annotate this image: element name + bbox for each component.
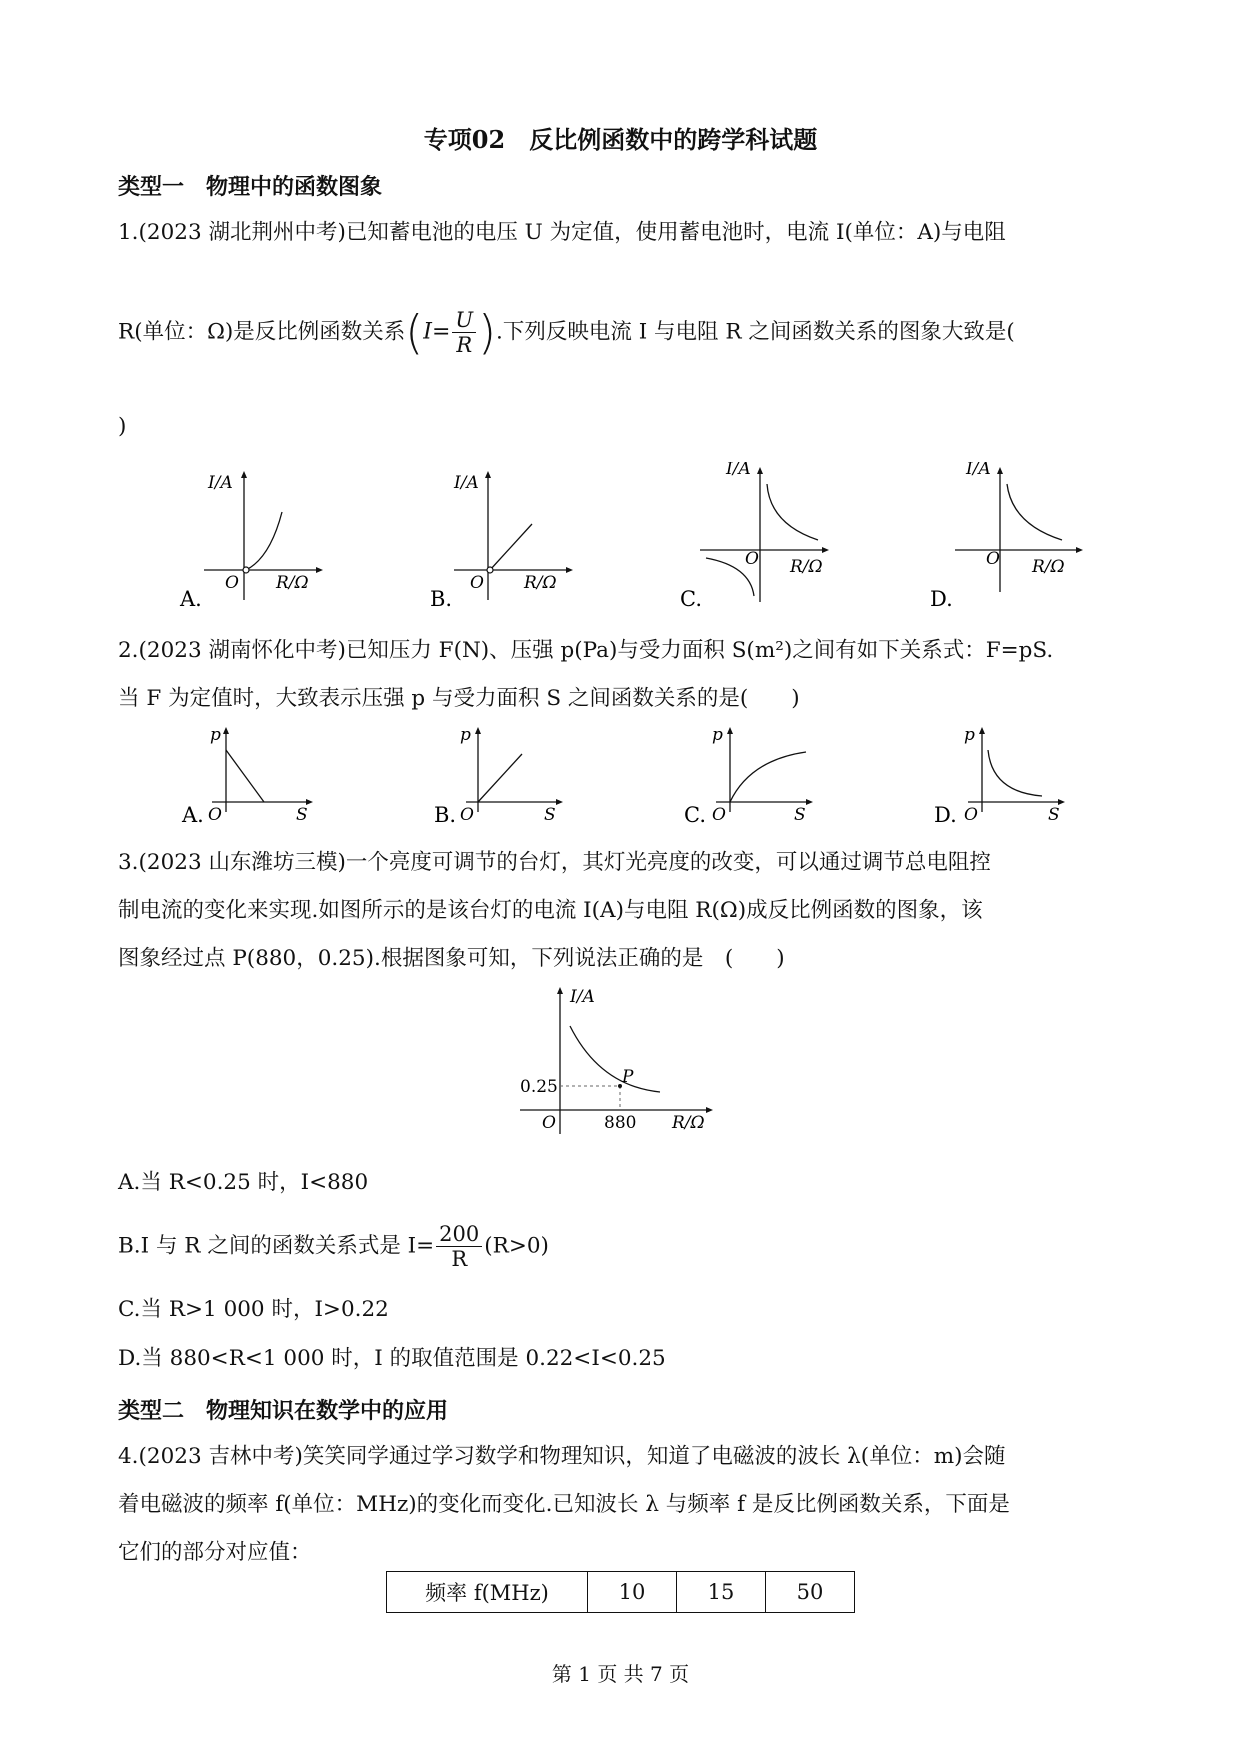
q4-line-1: 4.(2023 吉林中考)笑笑同学通过学习数学和物理知识，知道了电磁波的波长 λ(单位：m)会随 xyxy=(118,1444,1006,1469)
page-footer: 第 1 页 共 7 页 xyxy=(551,1662,690,1686)
q1-line-2-prefix: R(单位：Ω)是反比例函数关系 xyxy=(118,319,406,345)
q2-option-d: D. xyxy=(934,803,957,827)
q1-option-b: B. xyxy=(430,587,453,611)
q2-a-ylabel: p xyxy=(210,725,221,745)
q1-option-d: D. xyxy=(930,587,953,611)
q1-c-origin: O xyxy=(745,549,759,569)
q3-origin: O xyxy=(542,1113,556,1133)
q1-d-ylabel: I/A xyxy=(966,462,991,479)
q2-b-ylabel: p xyxy=(460,725,471,745)
q4-line-2: 着电磁波的频率 f(单位：MHz)的变化而变化.已知波长 λ 与频率 f 是反比例函数关系，下面是 xyxy=(118,1492,1010,1517)
q2-d-ylabel: p xyxy=(964,725,975,745)
q1-fraction-num: U xyxy=(452,308,476,333)
q2-option-a: A. xyxy=(182,803,204,827)
q1-fraction-den: R xyxy=(456,333,473,357)
q2-d-curve xyxy=(988,750,1042,796)
q3-xtick: 880 xyxy=(604,1113,637,1133)
q2-d-origin: O xyxy=(964,805,978,825)
q1-d-origin: O xyxy=(986,549,1000,569)
q3-option-b xyxy=(118,1222,549,1271)
table-cell: 15 xyxy=(677,1572,766,1613)
q1-b-ylabel: I/A xyxy=(454,473,479,493)
q1-line-1: 1.(2023 湖北荆州中考)已知蓄电池的电压 U 为定值，使用蓄电池时，电流 I(单位：A)与电阻 xyxy=(118,220,1006,245)
table-cell: 50 xyxy=(766,1572,855,1613)
q2-c-curve xyxy=(730,752,806,802)
q3-option-c: C.当 R>1 000 时，I>0.22 xyxy=(118,1297,389,1322)
q3-ytick: 0.25 xyxy=(520,1077,558,1097)
q1-a-curve xyxy=(246,512,282,570)
q3-option-b-fraction xyxy=(436,1222,482,1271)
q3-option-a: A.当 R<0.25 时，I<880 xyxy=(118,1170,369,1195)
section-heading-2: 类型二 物理知识在数学中的应用 xyxy=(118,1398,449,1424)
table-row xyxy=(387,1572,855,1613)
q3-option-b-suffix: (R>0) xyxy=(484,1233,549,1259)
q1-graph-a xyxy=(179,473,320,611)
q3-option-b-den: R xyxy=(451,1247,468,1271)
frequency-table xyxy=(386,1571,855,1613)
q1-option-a: A. xyxy=(180,587,202,611)
q3-line-2: 制电流的变化来实现.如图所示的是该台灯的电流 I(A)与电阻 R(Ω)成反比例函数的图象，该 xyxy=(118,898,983,923)
q3-xlabel: R/Ω xyxy=(672,1113,705,1133)
q1-c-ylabel: I/A xyxy=(726,462,751,479)
q2-b-xlabel: S xyxy=(544,805,556,825)
table-header-cell: 频率 f(MHz) xyxy=(387,1572,588,1613)
q2-graph-c xyxy=(684,725,810,827)
q2-graph-a xyxy=(181,725,310,827)
q1-c-xlabel: R/Ω xyxy=(790,557,823,577)
q2-b-origin: O xyxy=(460,805,474,825)
q1-eq-left: I xyxy=(423,319,432,345)
q3-option-b-num: 200 xyxy=(436,1222,482,1247)
q2-a-origin: O xyxy=(208,805,222,825)
q2-d-xlabel: S xyxy=(1048,805,1060,825)
q1-a-origin: O xyxy=(225,573,239,593)
q1-b-line xyxy=(490,524,532,570)
q2-option-c: C. xyxy=(684,803,706,827)
q1-d-xlabel: R/Ω xyxy=(1032,557,1065,577)
q2-c-xlabel: S xyxy=(794,805,806,825)
q1-option-graphs xyxy=(170,462,1170,612)
q2-graph-b xyxy=(434,725,560,827)
q1-line-2 xyxy=(118,305,1015,360)
q2-c-ylabel: p xyxy=(712,725,723,745)
q3-graph xyxy=(520,986,740,1136)
q3-option-b-prefix: B.I 与 R 之间的函数关系式是 I= xyxy=(118,1233,435,1259)
table-cell: 10 xyxy=(588,1572,677,1613)
q1-a-ylabel: I/A xyxy=(208,473,233,493)
q2-graph-d xyxy=(934,725,1062,827)
q2-line-2: 当 F 为定值时，大致表示压强 p 与受力面积 S 之间函数关系的是( ) xyxy=(118,686,800,711)
section-heading-1: 类型一 物理中的函数图象 xyxy=(118,174,383,200)
q2-option-graphs xyxy=(170,720,1170,830)
q1-line-2-suffix: .下列反映电流 I 与电阻 R 之间函数关系的图象大致是( xyxy=(496,319,1015,345)
q1-fraction xyxy=(452,308,476,357)
q2-b-line xyxy=(478,754,522,802)
q1-graph-d xyxy=(930,462,1080,611)
q1-option-c: C. xyxy=(680,587,702,611)
q1-eq-equals: = xyxy=(431,319,451,345)
q1-line-3: ) xyxy=(118,414,127,439)
q1-graph-b xyxy=(430,473,570,611)
q2-a-xlabel: S xyxy=(296,805,308,825)
q1-b-origin: O xyxy=(470,573,484,593)
q3-option-d: D.当 880<R<1 000 时，I 的取值范围是 0.22<I<0.25 xyxy=(118,1346,666,1371)
q1-c-curve-upper xyxy=(767,484,818,540)
left-paren: ( xyxy=(405,305,424,360)
q4-line-3: 它们的部分对应值： xyxy=(118,1540,312,1565)
q2-c-origin: O xyxy=(712,805,726,825)
q1-d-curve xyxy=(1007,484,1062,540)
q3-curve xyxy=(570,1026,660,1092)
q2-option-b: B. xyxy=(434,803,457,827)
q3-line-1: 3.(2023 山东潍坊三模)一个亮度可调节的台灯，其灯光亮度的改变，可以通过调节总电阻控 xyxy=(118,850,991,875)
q2-a-line xyxy=(226,750,264,802)
q1-b-xlabel: R/Ω xyxy=(524,573,557,593)
q3-line-3: 图象经过点 P(880，0.25).根据图象可知，下列说法正确的是 ( ) xyxy=(118,946,785,971)
q1-graph-c xyxy=(680,462,826,611)
page-title: 专项02 反比例函数中的跨学科试题 xyxy=(423,125,818,154)
q1-a-xlabel: R/Ω xyxy=(276,573,309,593)
q3-ylabel: I/A xyxy=(570,987,595,1007)
right-paren: ) xyxy=(478,305,497,360)
q2-line-1: 2.(2023 湖南怀化中考)已知压力 F(N)、压强 p(Pa)与受力面积 S(m²)之间有如下关系式：F=pS. xyxy=(118,638,1054,663)
q3-point-p: P xyxy=(622,1067,634,1087)
